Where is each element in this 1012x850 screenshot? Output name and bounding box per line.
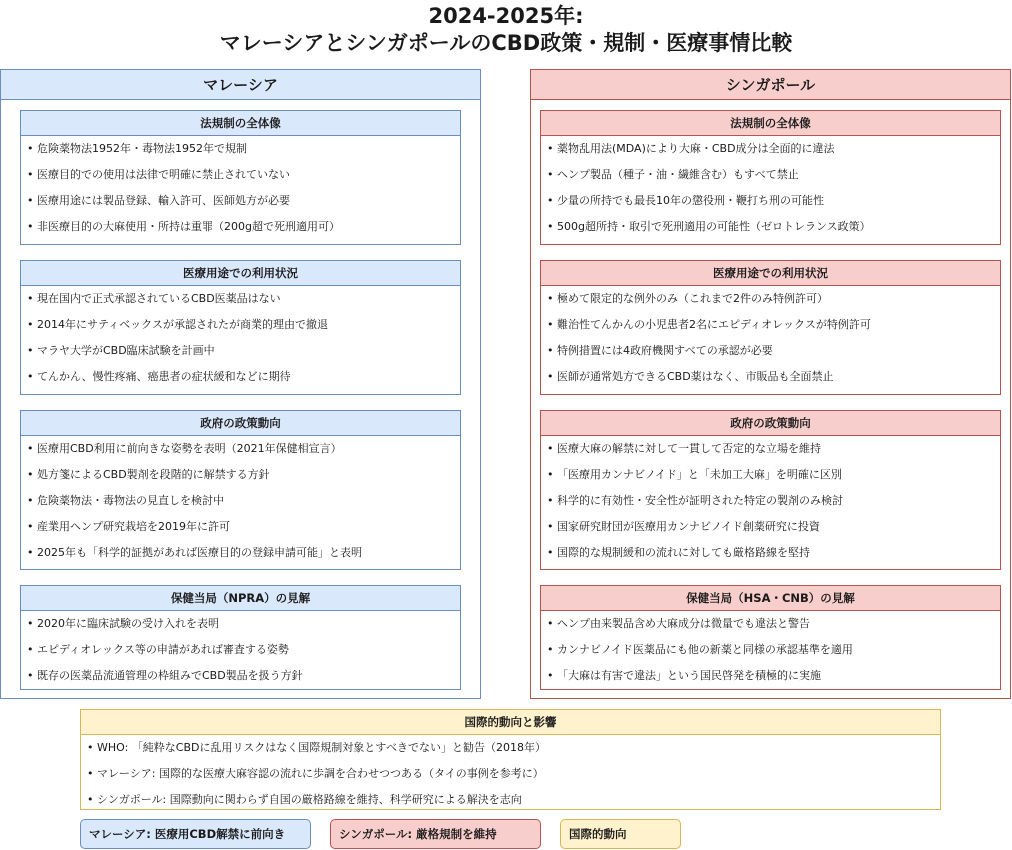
section-title: 医療用途での利用状況 xyxy=(21,261,460,286)
list-item: • ヘンプ由来製品含め大麻成分は微量でも違法と警告 xyxy=(547,617,810,630)
list-item: • マレーシア: 国際的な医療大麻容認の流れに歩調を合わせつつある（タイの事例を参考に） xyxy=(87,767,544,780)
list-item: • 産業用ヘンプ研究栽培を2019年に許可 xyxy=(27,520,230,533)
list-item: • 「大麻は有害で違法」という国民啓発を積極的に実施 xyxy=(547,669,821,682)
list-item: • 危険薬物法1952年・毒物法1952年で規制 xyxy=(27,142,247,155)
section-title: 政府の政策動向 xyxy=(21,411,460,436)
international-trends-panel xyxy=(80,709,941,810)
section-title: 政府の政策動向 xyxy=(541,411,1000,436)
list-item: • 2014年にサティベックスが承認されたが商業的理由で撤退 xyxy=(27,318,328,331)
list-item: • エピディオレックス等の申請があれば審査する姿勢 xyxy=(27,643,289,656)
list-item: • 2025年も「科学的証拠があれば医療目的の登録申請可能」と表明 xyxy=(27,546,362,559)
list-item: • 非医療目的の大麻使用・所持は重罪（200g超で死刑適用可） xyxy=(27,220,340,233)
list-item: • 極めて限定的な例外のみ（これまで2件のみ特例許可） xyxy=(547,292,828,305)
list-item: • 難治性てんかんの小児患者2名にエピディオレックスが特例許可 xyxy=(547,318,871,331)
section-title: 保健当局（HSA・CNB）の見解 xyxy=(541,586,1000,611)
list-item: • 現在国内で正式承認されているCBD医薬品はない xyxy=(27,292,281,305)
list-item: • 医療用途には製品登録、輸入許可、医師処方が必要 xyxy=(27,194,290,207)
list-item: • 「医療用カンナビノイド」と「未加工大麻」を明確に区別 xyxy=(547,468,842,481)
malaysia-medical-use-section xyxy=(20,260,461,395)
list-item: • ヘンプ製品（種子・油・繊維含む）もすべて禁止 xyxy=(547,168,799,181)
list-item: • 国際的な規制緩和の流れに対しても厳格路線を堅持 xyxy=(547,546,810,559)
list-item: • てんかん、慢性疼痛、癌患者の症状緩和などに期待 xyxy=(27,370,291,383)
legend-international: 国際的動向 xyxy=(560,819,681,849)
malaysia-legal-section xyxy=(20,110,461,245)
singapore-policy-section xyxy=(540,410,1001,570)
list-item: • WHO: 「純粋なCBDに乱用リスクはなく国際規制対象とすべきでない」と勧告（2018年） xyxy=(87,741,547,754)
list-item: • 特例措置には4政府機関すべての承認が必要 xyxy=(547,344,773,357)
malaysia-header: マレーシア xyxy=(1,70,480,100)
legend-malaysia: マレーシア: 医療用CBD解禁に前向き xyxy=(80,819,311,849)
malaysia-policy-section xyxy=(20,410,461,570)
list-item: • 危険薬物法・毒物法の見直しを検討中 xyxy=(27,494,224,507)
list-item: • カンナビノイド医薬品にも他の新薬と同様の承認基準を適用 xyxy=(547,643,853,656)
section-title: 法規制の全体像 xyxy=(541,111,1000,136)
list-item: • 薬物乱用法(MDA)により大麻・CBD成分は全面的に違法 xyxy=(547,142,835,155)
malaysia-panel xyxy=(0,69,481,699)
list-item: • 少量の所持でも最長10年の懲役刑・鞭打ち刑の可能性 xyxy=(547,194,824,207)
list-item: • 医師が通常処方できるCBD薬はなく、市販品も全面禁止 xyxy=(547,370,834,383)
section-title: 医療用途での利用状況 xyxy=(541,261,1000,286)
section-title: 保健当局（NPRA）の見解 xyxy=(21,586,460,611)
singapore-medical-use-section xyxy=(540,260,1001,395)
list-item: • 2020年に臨床試験の受け入れを表明 xyxy=(27,617,219,630)
singapore-panel xyxy=(530,69,1011,699)
list-item: • 国家研究財団が医療用カンナビノイド創薬研究に投資 xyxy=(547,520,820,533)
list-item: • 医療目的での使用は法律で明確に禁止されていない xyxy=(27,168,290,181)
malaysia-authority-section xyxy=(20,585,461,690)
list-item: • マラヤ大学がCBD臨床試験を計画中 xyxy=(27,344,215,357)
section-title: 法規制の全体像 xyxy=(21,111,460,136)
list-item: • 500g超所持・取引で死刑適用の可能性（ゼロトレランス政策） xyxy=(547,220,871,233)
singapore-header: シンガポール xyxy=(531,70,1010,100)
list-item: • シンガポール: 国際動向に関わらず自国の厳格路線を維持、科学研究による解決を志向 xyxy=(87,793,522,806)
list-item: • 科学的に有効性・安全性が証明された特定の製剤のみ検討 xyxy=(547,494,843,507)
international-title: 国際的動向と影響 xyxy=(81,710,940,735)
singapore-legal-section xyxy=(540,110,1001,245)
list-item: • 既存の医薬品流通管理の枠組みでCBD製品を扱う方針 xyxy=(27,669,303,682)
title-line-1: 2024-2025年: xyxy=(428,4,584,28)
title-line-2: マレーシアとシンガポールのCBD政策・規制・医療事情比較 xyxy=(219,31,793,55)
list-item: • 処方箋によるCBD製剤を段階的に解禁する方針 xyxy=(27,468,270,481)
list-item: • 医療用CBD利用に前向きな姿勢を表明（2021年保健相宣言） xyxy=(27,442,342,455)
legend-singapore: シンガポール: 厳格規制を維持 xyxy=(330,819,541,849)
list-item: • 医療大麻の解禁に対して一貫して否定的な立場を維持 xyxy=(547,442,821,455)
singapore-authority-section xyxy=(540,585,1001,690)
